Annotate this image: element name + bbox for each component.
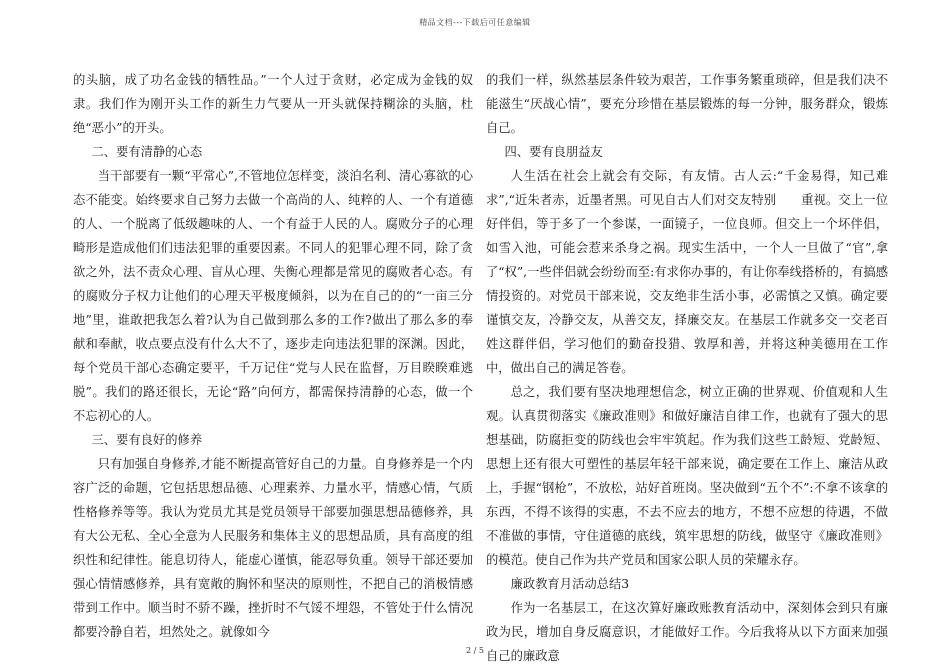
- paragraph: 当干部要有一颗“平常心”,不管地位怎样变，淡泊名利、清心寡欲的心态不能变。始终要求自己努力去做一个高尚的人、纯粹的人、一个有道德的人、一个脱离了低级趣味的人、一个有益于人民的人。腐败分子的心理畸形是造成他们们违法犯罪的重要因素。不同人的犯罪心理不同，除了贪欲之外，法不责众心理、盲从心理、失衡心理都是常见的腐败者心态。有的腐败分子权力让他们的心理天平极度倾斜，以为在自己的的“一亩三分地”里，谁敢把我怎么着?认为自己做到那么多的工作?做出了那么多的奉献和奉献，收点要点没有什么大不了，逐步走向违法犯罪的深渊。因此，每个党员干部心态确定要平，千万记住“党与人民在监督，万目睽睽难逃脱”。我们的路还很长，无论“路”向何方，都需保持清静的心态，做一个不忘初心的人。: [73, 169, 473, 423]
- section-heading: 二、要有清静的心态: [91, 145, 203, 159]
- section-heading: 四、要有良朋益友: [504, 145, 603, 159]
- paragraph: 的头脑，成了功名金钱的牺牲品。”一个人过于贪财，必定成为金钱的奴隶。我们作为刚开头工作的新生力气要从一开头就保持糊涂的头脑，杜绝“恶小”的开头。: [73, 73, 473, 135]
- paragraph: 作为一名基层工，在这次算好廉政账教育活动中，深刻体会到只有廉政为民，增加自身反腐意识，才能做好工作。今后我将从以下方面来加强自己的廉政意: [486, 601, 888, 663]
- page-number: 2 / 5: [466, 646, 484, 655]
- left-column: [73, 68, 473, 644]
- paragraph: 总之，我们要有坚决地理想信念，树立正确的世界观、价值观和人生观。认真贯彻落实《廉政准则》和做好廉洁自律工作，也就有了强大的思想基础，防腐拒变的防线也会牢牢筑起。作为我们这些工龄短、党龄短、思想上还有很大可塑性的基层年轻干部来说，确定要在工作上、廉洁从政上，手握“钢枪”，不放松，站好首班岗。坚决做到“五个不”:不拿不该拿的东西，不得不该得的实惠，不去不应去的地方，不想不应想的待遇，不做不准做的事情，守住道德的底线，筑牢思想的防线，做坚守《廉政准则》的模范。使自己作为共产党员和国家公职人员的荣耀永存。: [486, 385, 888, 567]
- paragraph: 只有加强自身修养,才能不断提高管好自己的力量。自身修养是一个内容广泛的命题，它包括思想品德、心理素养、力量水平，情感心情，气质性格修养等等。我认为党员尤其是党员领导干部要加强思想品德修养，具有大公无私、全心全意为人民服务和集体主义的思想品质，具有高度的组织性和纪律性。能息切待人，能虚心谨慎，能忍辱负重。领导干部还要加强心情情感修养，具有宽敞的胸怀和坚决的原则性，不把自己的消极情感带到工作中。顺当时不骄不躁，挫折时不气馁不埋怨，不管处于什么情况都要冷静自若，坦然处之。就像如今: [73, 457, 473, 639]
- paragraph: 的我们一样，纵然基层条件较为艰苦，工作事务繁重琐碎，但是我们决不能滋生“厌战心情”，要充分珍惜在基层锻炼的每一分钟，服务群众，锻炼自己。: [486, 73, 888, 135]
- summary-title: 廉政教育月活动总结3: [510, 577, 630, 591]
- page-header: 精品文档---下载后可任意编辑: [419, 18, 531, 27]
- paragraph: 人生活在社会上就会有交际，有友情。古人云:“千金易得，知己难求”,“近朱者赤，近墨者黑。可见自古人们对交友特别 重视。交上一位好伴侣，等于多了一个参谋，一面镜子，一位良师。但交上一个坏伴侣，如雪入池，可能会惹来杀身之祸。现实生活中，一个人一旦做了“官”,拿了“权”,一些伴侣就会纷纷而至:有求你办事的，有让你奉线搭桥的，有搞感情投资的。对党员干部来说，交友绝非生活小事，必需慎之又慎。确定要谨慎交友，冷静交友，从善交友，择廉交友。在基层工作就多交一交老百姓这群伴侣，学习他们的勤奋投猎、敦厚和善，并将这种美德用在工作中，做出自己的满足答卷。: [486, 169, 888, 375]
- right-column: [486, 68, 888, 668]
- section-heading: 三、要有良好的修养: [91, 433, 203, 447]
